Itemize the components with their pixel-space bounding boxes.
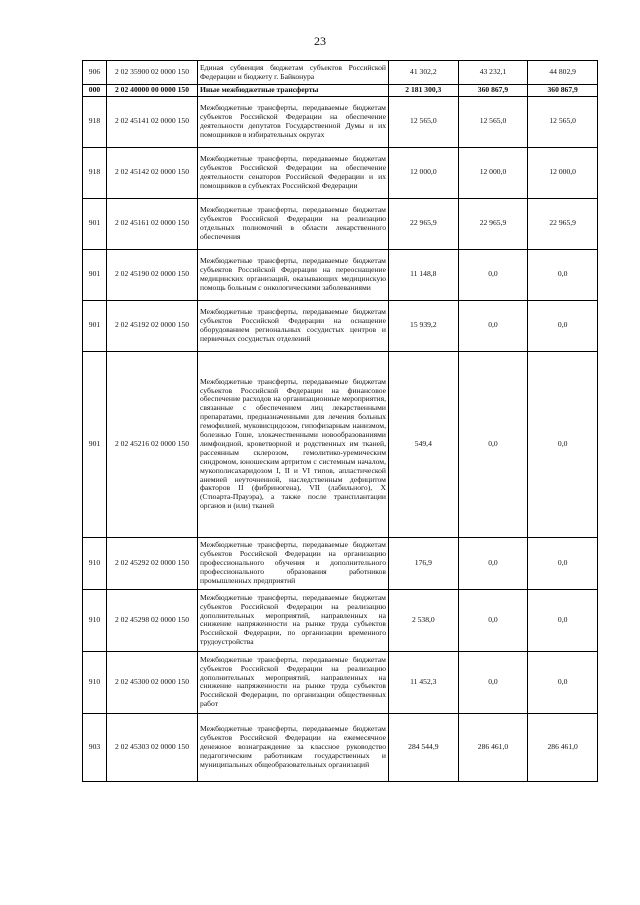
admin-code-cell: 910 [83, 651, 107, 713]
budget-classification-code-cell: 2 02 45190 02 0000 150 [107, 249, 198, 300]
amount-year-2-cell: 0,0 [458, 589, 528, 651]
amount-year-1-cell: 12 000,0 [389, 147, 459, 198]
revenue-name-cell: Межбюджетные трансферты, передаваемые бюджетам субъектов Российской Федерации на оснащение оборудованием региональных сосудистых центров и первичных сосудистых отделений [198, 300, 389, 351]
amount-year-3-cell: 286 461,0 [528, 713, 598, 781]
revenue-name-cell: Межбюджетные трансферты, передаваемые бюджетам субъектов Российской Федерации на организацию профессионального обучения и дополнительного профессионального образования работников промышленных предприятий [198, 537, 389, 589]
amount-year-3-cell: 360 867,9 [528, 85, 598, 97]
table-row [83, 61, 598, 85]
amount-year-3-cell: 0,0 [528, 351, 598, 537]
amount-year-3-cell: 12 565,0 [528, 96, 598, 147]
amount-year-1-cell: 22 965,9 [389, 198, 459, 249]
amount-year-1-cell: 284 544,9 [389, 713, 459, 781]
revenue-name-cell: Межбюджетные трансферты, передаваемые бюджетам субъектов Российской Федерации на финансовое обеспечение расходов на организационные мероприятия, связанные с обеспечением лиц лекарственными препаратами, предназначенными для лечения больных гемофилией, муковисцидозом, гипофизарным нанизмом, болезнью Гоше, злокачественными новообразованиями лимфоидной, кроветворной и родственных им тканей, рассеянным склерозом, гемолитико-уремическим синдромом, юношеским артритом с системным началом, мукополисахаридозом I, II и VI типов, апластической анемией неуточненной, наследственным дефицитом факторов II (фибриногена), VII (лабильного), X (Стюарта-Прауэра), а также после трансплантации органов и (или) тканей [198, 351, 389, 537]
table-row [83, 85, 598, 97]
table-row [83, 537, 598, 589]
admin-code-cell: 918 [83, 147, 107, 198]
admin-code-cell: 901 [83, 351, 107, 537]
revenue-name-cell: Межбюджетные трансферты, передаваемые бюджетам субъектов Российской Федерации на переоснащение медицинских организаций, оказывающих медицинскую помощь больным с онкологическими заболеваниями [198, 249, 389, 300]
admin-code-cell: 901 [83, 198, 107, 249]
amount-year-1-cell: 11 148,8 [389, 249, 459, 300]
amount-year-3-cell: 0,0 [528, 249, 598, 300]
amount-year-1-cell: 2 181 300,3 [389, 85, 459, 97]
table-row [83, 249, 598, 300]
budget-revenue-table [82, 60, 598, 782]
amount-year-2-cell: 0,0 [458, 651, 528, 713]
table-row [83, 713, 598, 781]
revenue-name-cell: Единая субвенция бюджетам субъектов Российской Федерации и бюджету г. Байконура [198, 61, 389, 85]
admin-code-cell: 903 [83, 713, 107, 781]
amount-year-2-cell: 0,0 [458, 351, 528, 537]
amount-year-2-cell: 0,0 [458, 300, 528, 351]
admin-code-cell: 901 [83, 249, 107, 300]
admin-code-cell: 000 [83, 85, 107, 97]
budget-classification-code-cell: 2 02 45216 02 0000 150 [107, 351, 198, 537]
table-row [83, 96, 598, 147]
amount-year-1-cell: 549,4 [389, 351, 459, 537]
amount-year-1-cell: 11 452,3 [389, 651, 459, 713]
budget-classification-code-cell: 2 02 45300 02 0000 150 [107, 651, 198, 713]
budget-classification-code-cell: 2 02 35900 02 0000 150 [107, 61, 198, 85]
admin-code-cell: 910 [83, 589, 107, 651]
amount-year-3-cell: 12 000,0 [528, 147, 598, 198]
budget-classification-code-cell: 2 02 45141 02 0000 150 [107, 96, 198, 147]
admin-code-cell: 918 [83, 96, 107, 147]
amount-year-3-cell: 0,0 [528, 651, 598, 713]
revenue-name-cell: Межбюджетные трансферты, передаваемые бюджетам субъектов Российской Федерации на реализацию отдельных полномочий в области лекарственного обеспечения [198, 198, 389, 249]
revenue-name-cell: Межбюджетные трансферты, передаваемые бюджетам субъектов Российской Федерации на обеспечение деятельности депутатов Государственной Думы и их помощников в избирательных округах [198, 96, 389, 147]
amount-year-3-cell: 22 965,9 [528, 198, 598, 249]
revenue-name-cell: Межбюджетные трансферты, передаваемые бюджетам субъектов Российской Федерации на обеспечение деятельности сенаторов Российской Федерации и их помощников в субъектах Российской Федерации [198, 147, 389, 198]
budget-classification-code-cell: 2 02 45142 02 0000 150 [107, 147, 198, 198]
table-row [83, 147, 598, 198]
revenue-name-cell: Межбюджетные трансферты, передаваемые бюджетам субъектов Российской Федерации на ежемесячное денежное вознаграждение за классное руководство педагогическим работникам государственных и муниципальных общеобразовательных организаций [198, 713, 389, 781]
revenue-name-cell: Межбюджетные трансферты, передаваемые бюджетам субъектов Российской Федерации на реализацию дополнительных мероприятий, направленных на снижение напряженности на рынке труда субъектов Российской Федерации, по организации общественных работ [198, 651, 389, 713]
page-number: 23 [314, 34, 326, 48]
amount-year-1-cell: 15 939,2 [389, 300, 459, 351]
amount-year-2-cell: 286 461,0 [458, 713, 528, 781]
amount-year-3-cell: 0,0 [528, 300, 598, 351]
table-row [83, 351, 598, 537]
amount-year-2-cell: 360 867,9 [458, 85, 528, 97]
amount-year-2-cell: 22 965,9 [458, 198, 528, 249]
budget-classification-code-cell: 2 02 45292 02 0000 150 [107, 537, 198, 589]
admin-code-cell: 901 [83, 300, 107, 351]
table-row [83, 589, 598, 651]
budget-classification-code-cell: 2 02 45303 02 0000 150 [107, 713, 198, 781]
table-row [83, 651, 598, 713]
amount-year-3-cell: 0,0 [528, 589, 598, 651]
amount-year-2-cell: 12 565,0 [458, 96, 528, 147]
budget-classification-code-cell: 2 02 40000 00 0000 150 [107, 85, 198, 97]
amount-year-2-cell: 0,0 [458, 249, 528, 300]
amount-year-1-cell: 2 538,0 [389, 589, 459, 651]
table-row [83, 198, 598, 249]
table-row [83, 300, 598, 351]
amount-year-1-cell: 41 302,2 [389, 61, 459, 85]
revenue-name-cell: Иные межбюджетные трансферты [198, 85, 389, 97]
budget-classification-code-cell: 2 02 45161 02 0000 150 [107, 198, 198, 249]
admin-code-cell: 910 [83, 537, 107, 589]
amount-year-2-cell: 0,0 [458, 537, 528, 589]
revenue-name-cell: Межбюджетные трансферты, передаваемые бюджетам субъектов Российской Федерации на реализацию дополнительных мероприятий, направленных на снижение напряженности на рынке труда субъектов Российской Федерации, по организации временного трудоустройства [198, 589, 389, 651]
admin-code-cell: 906 [83, 61, 107, 85]
budget-classification-code-cell: 2 02 45298 02 0000 150 [107, 589, 198, 651]
amount-year-3-cell: 44 802,9 [528, 61, 598, 85]
amount-year-2-cell: 43 232,1 [458, 61, 528, 85]
amount-year-3-cell: 0,0 [528, 537, 598, 589]
amount-year-1-cell: 12 565,0 [389, 96, 459, 147]
amount-year-2-cell: 12 000,0 [458, 147, 528, 198]
budget-classification-code-cell: 2 02 45192 02 0000 150 [107, 300, 198, 351]
amount-year-1-cell: 176,9 [389, 537, 459, 589]
